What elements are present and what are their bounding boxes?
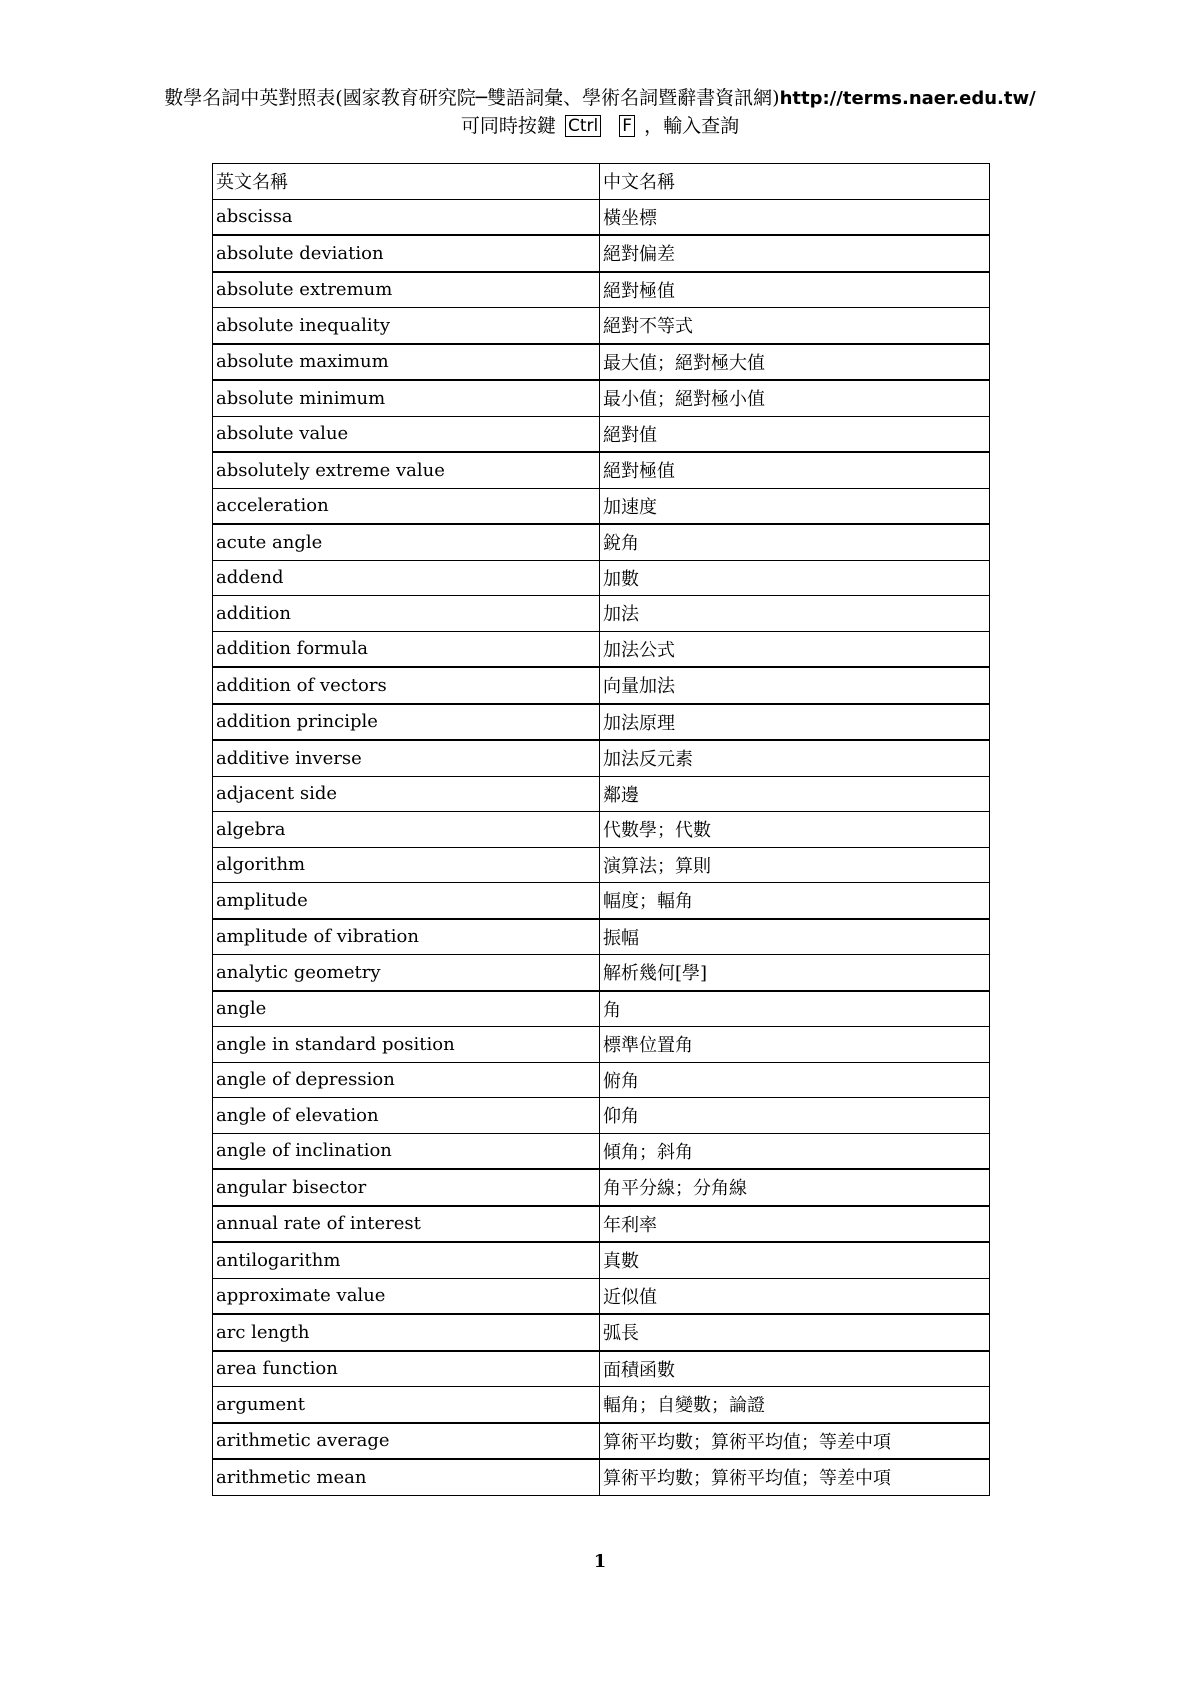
table-row: [213, 883, 990, 919]
chinese-term: 絕對偏差: [600, 235, 990, 272]
english-term: adjacent side: [213, 776, 600, 812]
table-row: [213, 1062, 990, 1098]
chinese-term: 角: [600, 991, 990, 1027]
english-term: absolute maximum: [213, 344, 600, 381]
chinese-term: 加法公式: [600, 631, 990, 667]
table-row: [213, 776, 990, 812]
table-row: [213, 308, 990, 344]
chinese-term: 絕對不等式: [600, 308, 990, 344]
table-row: [213, 1098, 990, 1134]
table-row: [213, 1387, 990, 1423]
english-term: angle in standard position: [213, 1027, 600, 1063]
english-term: absolute minimum: [213, 380, 600, 416]
english-term: absolutely extreme value: [213, 452, 600, 488]
table-row: [213, 812, 990, 848]
english-term: analytic geometry: [213, 955, 600, 991]
chinese-term: 算術平均數；算術平均值；等差中項: [600, 1423, 990, 1460]
english-term: arithmetic average: [213, 1423, 600, 1460]
hint-prefix: 可同時按鍵: [460, 115, 556, 137]
chinese-term: 代數學；代數: [600, 812, 990, 848]
f-key-box: F: [619, 115, 635, 137]
table-row: [213, 740, 990, 776]
english-term: abscissa: [213, 199, 600, 235]
table-row: [213, 199, 990, 235]
table-row: [213, 847, 990, 883]
source-url-link[interactable]: http://terms.naer.edu.tw/: [779, 88, 1036, 109]
english-term: amplitude: [213, 883, 600, 919]
chinese-term: 近似值: [600, 1278, 990, 1314]
english-term: approximate value: [213, 1278, 600, 1314]
table-header-row: [213, 164, 990, 200]
english-term: arithmetic mean: [213, 1459, 600, 1495]
chinese-term: 最小值；絕對極小值: [600, 380, 990, 416]
english-term: absolute deviation: [213, 235, 600, 272]
chinese-term: 加速度: [600, 488, 990, 524]
table-row: [213, 1133, 990, 1169]
table-row: [213, 631, 990, 667]
chinese-term: 加法原理: [600, 704, 990, 741]
table-row: [213, 380, 990, 416]
header-chinese: 中文名稱: [600, 164, 990, 200]
title-text: 數學名詞中英對照表(國家教育研究院─雙語詞彙、學術名詞暨辭書資訊網): [164, 87, 780, 109]
chinese-term: 最大值；絕對極大值: [600, 344, 990, 381]
chinese-term: 面積函數: [600, 1351, 990, 1387]
chinese-term: 演算法；算則: [600, 847, 990, 883]
chinese-term: 算術平均數；算術平均值；等差中項: [600, 1459, 990, 1495]
english-term: argument: [213, 1387, 600, 1423]
glossary-body: [213, 199, 990, 1495]
chinese-term: 加數: [600, 560, 990, 596]
table-row: [213, 488, 990, 524]
document-title: [0, 84, 1200, 113]
english-term: acceleration: [213, 488, 600, 524]
chinese-term: 絕對值: [600, 416, 990, 452]
chinese-term: 傾角；斜角: [600, 1133, 990, 1169]
table-row: [213, 1169, 990, 1206]
chinese-term: 年利率: [600, 1206, 990, 1243]
table-row: [213, 1206, 990, 1243]
table-row: [213, 1027, 990, 1063]
chinese-term: 俯角: [600, 1062, 990, 1098]
table-row: [213, 235, 990, 272]
table-row: [213, 1242, 990, 1278]
english-term: angle: [213, 991, 600, 1027]
chinese-term: 仰角: [600, 1098, 990, 1134]
english-term: addition of vectors: [213, 667, 600, 704]
chinese-term: 鄰邊: [600, 776, 990, 812]
english-term: addition formula: [213, 631, 600, 667]
english-term: absolute extremum: [213, 272, 600, 308]
english-term: angle of depression: [213, 1062, 600, 1098]
chinese-term: 振幅: [600, 919, 990, 955]
glossary-table: [212, 163, 990, 1496]
english-term: absolute inequality: [213, 308, 600, 344]
chinese-term: 橫坐標: [600, 199, 990, 235]
hint-suffix: ，輸入查詢: [644, 115, 740, 137]
table-row: [213, 1423, 990, 1460]
english-term: angular bisector: [213, 1169, 600, 1206]
table-row: [213, 991, 990, 1027]
english-term: arc length: [213, 1314, 600, 1351]
chinese-term: 絕對極值: [600, 272, 990, 308]
chinese-term: 絕對極值: [600, 452, 990, 488]
chinese-term: 解析幾何[學]: [600, 955, 990, 991]
chinese-term: 角平分線；分角線: [600, 1169, 990, 1206]
table-row: [213, 955, 990, 991]
page-number: 1: [593, 1551, 607, 1572]
table-row: [213, 667, 990, 704]
english-term: acute angle: [213, 524, 600, 560]
table-row: [213, 524, 990, 560]
english-term: amplitude of vibration: [213, 919, 600, 955]
english-term: additive inverse: [213, 740, 600, 776]
english-term: algorithm: [213, 847, 600, 883]
english-term: addition: [213, 596, 600, 632]
chinese-term: 銳角: [600, 524, 990, 560]
table-row: [213, 344, 990, 381]
chinese-term: 弧長: [600, 1314, 990, 1351]
english-term: area function: [213, 1351, 600, 1387]
header-english: 英文名稱: [213, 164, 600, 200]
english-term: algebra: [213, 812, 600, 848]
table-row: [213, 560, 990, 596]
english-term: antilogarithm: [213, 1242, 600, 1278]
table-row: [213, 416, 990, 452]
table-row: [213, 1351, 990, 1387]
table-row: [213, 596, 990, 632]
table-row: [213, 919, 990, 955]
table-row: [213, 1459, 990, 1495]
chinese-term: 標準位置角: [600, 1027, 990, 1063]
english-term: addend: [213, 560, 600, 596]
chinese-term: 真數: [600, 1242, 990, 1278]
search-hint: [0, 112, 1200, 140]
english-term: absolute value: [213, 416, 600, 452]
table-row: [213, 1314, 990, 1351]
chinese-term: 向量加法: [600, 667, 990, 704]
chinese-term: 加法反元素: [600, 740, 990, 776]
chinese-term: 幅度；輻角: [600, 883, 990, 919]
chinese-term: 加法: [600, 596, 990, 632]
english-term: angle of elevation: [213, 1098, 600, 1134]
table-row: [213, 272, 990, 308]
chinese-term: 輻角；自變數；論證: [600, 1387, 990, 1423]
english-term: addition principle: [213, 704, 600, 741]
table-row: [213, 452, 990, 488]
english-term: angle of inclination: [213, 1133, 600, 1169]
ctrl-key-box: Ctrl: [565, 115, 601, 137]
table-row: [213, 1278, 990, 1314]
table-row: [213, 704, 990, 741]
english-term: annual rate of interest: [213, 1206, 600, 1243]
